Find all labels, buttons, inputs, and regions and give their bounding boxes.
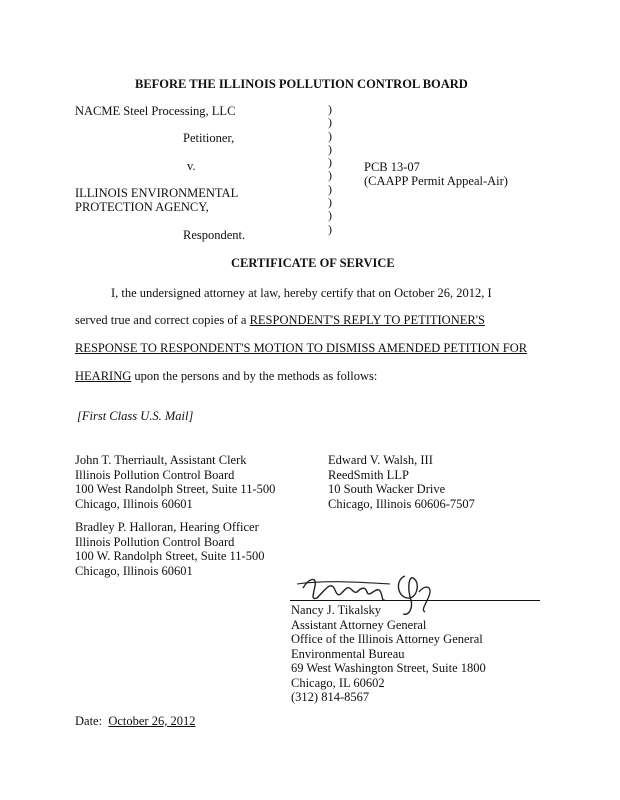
caption-parentheses: ) ) ) ) ) ) ) ) ) ) <box>328 102 332 236</box>
recipient-line: John T. Therriault, Assistant Clerk <box>75 453 247 467</box>
signer-line: Office of the Illinois Attorney General <box>291 632 483 646</box>
certificate-title: CERTIFICATE OF SERVICE <box>231 256 395 270</box>
recipient-hearing-officer <box>75 520 264 578</box>
body-line-2 <box>75 313 485 328</box>
recipient-line: Illinois Pollution Control Board <box>75 534 235 549</box>
recipient-line: 100 West Randolph Street, Suite 11-500 <box>75 482 276 496</box>
signer-line: 69 West Washington Street, Suite 1800 <box>291 661 486 675</box>
respondent-name-line1: ILLINOIS ENVIRONMENTAL <box>75 186 239 200</box>
recipient-line: ReedSmith LLP <box>328 467 409 482</box>
recipient-line: 100 W. Randolph Street, Suite 11-500 <box>75 549 265 563</box>
recipient-line: Chicago, Illinois 60601 <box>75 496 193 511</box>
document-title-part-2: RESPONSE TO RESPONDENT'S MOTION TO DISMISS AMENDED PETITION FOR <box>75 341 528 355</box>
body-line-1: I, the undersigned attorney at law, hereby certify that on October 26, 2012, I <box>111 286 492 300</box>
signer-line: Environmental Bureau <box>291 646 405 661</box>
recipient-line: Chicago, Illinois 60601 <box>75 563 193 578</box>
recipient-clerk <box>75 453 275 511</box>
mail-method: [First Class U.S. Mail] <box>77 409 194 423</box>
document-title-part-3: HEARING <box>75 369 132 383</box>
case-number: PCB 13-07 <box>364 160 420 174</box>
date-label: Date: <box>75 714 103 728</box>
petitioner-name: NACME Steel Processing, LLC <box>75 104 236 118</box>
versus-label: v. <box>187 159 196 173</box>
body-line-2-text: served true and correct copies of a <box>75 313 250 327</box>
respondent-name-line2: PROTECTION AGENCY, <box>75 200 209 214</box>
signer-phone: (312) 814-8567 <box>291 690 370 704</box>
date-line <box>75 714 195 729</box>
recipient-line: Bradley P. Halloran, Hearing Officer <box>75 520 259 534</box>
signer-line: Chicago, IL 60602 <box>291 675 385 690</box>
signature-line <box>290 600 540 601</box>
document-title-part-1: RESPONDENT'S REPLY TO PETITIONER'S <box>249 313 485 327</box>
body-line-4-text: upon the persons and by the methods as follows: <box>131 369 378 383</box>
recipient-line: Chicago, Illinois 60606-7507 <box>328 496 475 511</box>
petitioner-label: Petitioner, <box>183 131 235 145</box>
signer-line: Assistant Attorney General <box>291 617 427 632</box>
signer-block <box>291 603 486 705</box>
recipient-line: Edward V. Walsh, III <box>328 453 433 467</box>
case-type: (CAAPP Permit Appeal-Air) <box>364 174 508 188</box>
recipient-line: 10 South Wacker Drive <box>328 482 446 496</box>
respondent-label: Respondent. <box>183 228 246 242</box>
body-line-4 <box>75 369 377 384</box>
signer-name: Nancy J. Tikalsky <box>291 603 381 617</box>
recipient-counsel <box>328 453 475 511</box>
date-value: October 26, 2012 <box>108 714 196 728</box>
recipient-line: Illinois Pollution Control Board <box>75 467 235 482</box>
page-heading: BEFORE THE ILLINOIS POLLUTION CONTROL BOARD <box>135 77 468 91</box>
